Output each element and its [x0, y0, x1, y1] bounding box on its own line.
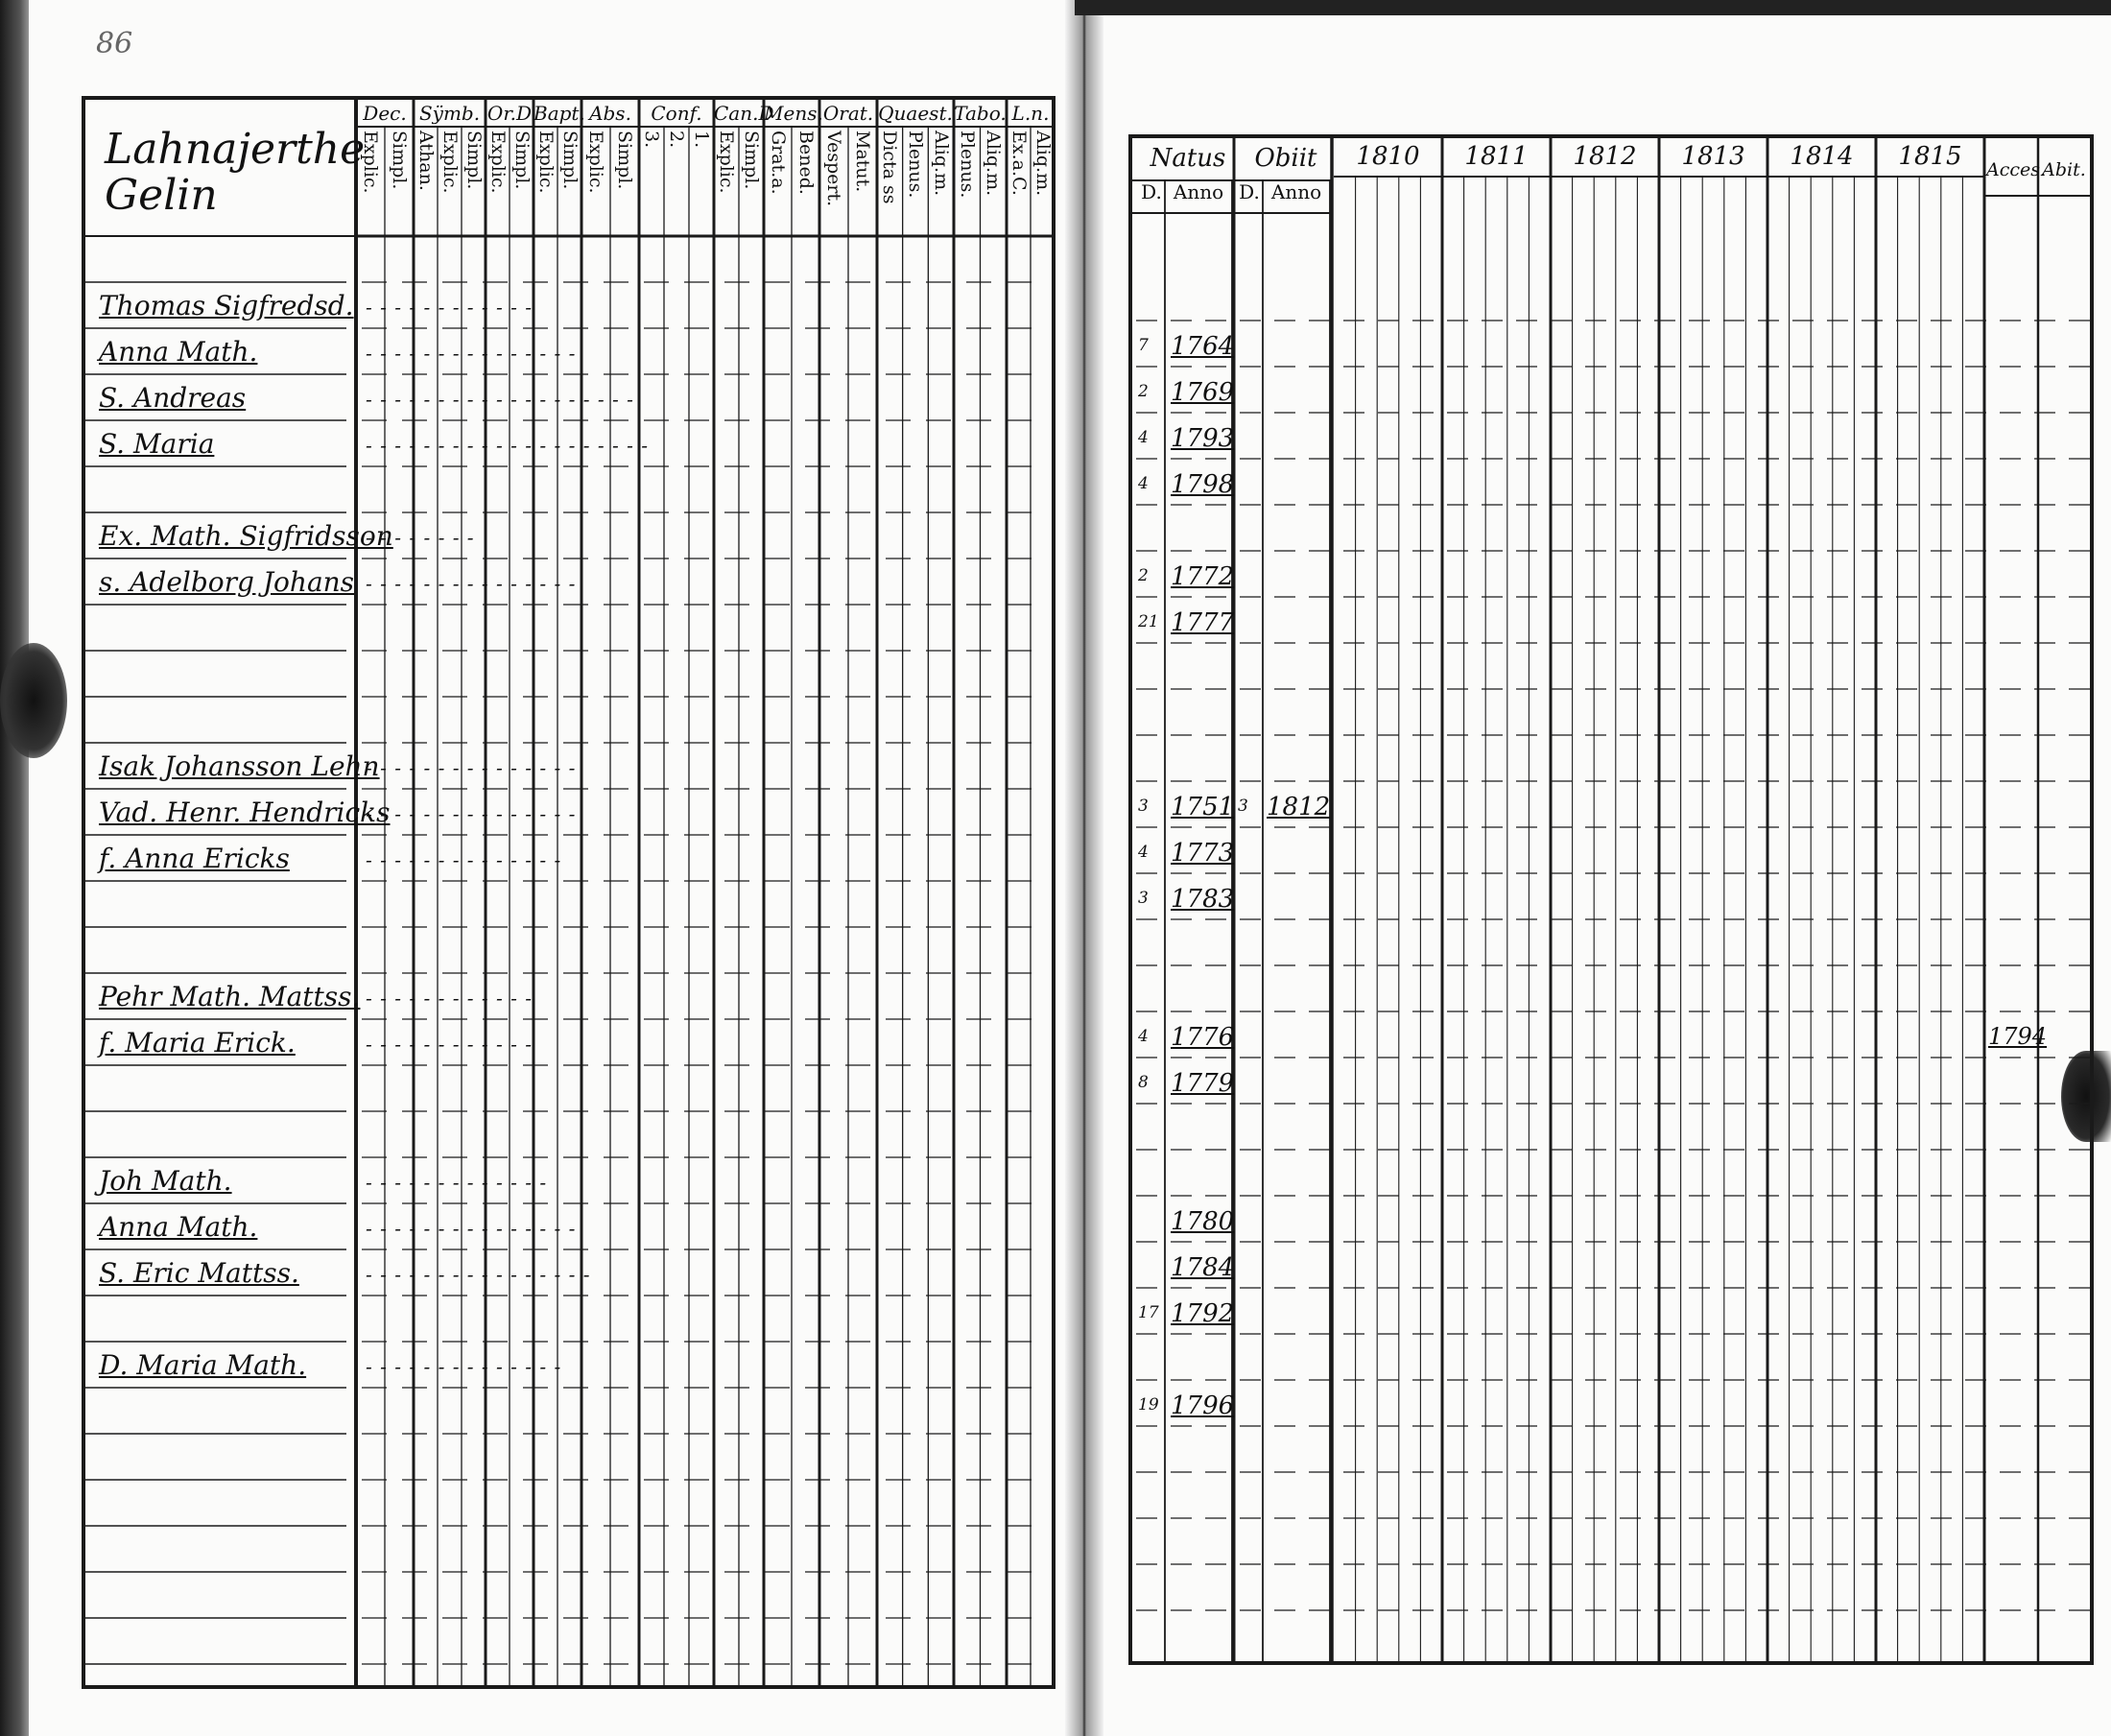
person-name: f. Maria Erick. [99, 1027, 296, 1058]
column-subheader: 2. [666, 131, 687, 149]
person-name: Joh Math. [99, 1165, 232, 1197]
birth-year: 1780 [1171, 1207, 1235, 1236]
column-group-header: Bapt. [534, 102, 585, 125]
person-name: Ex. Math. Sigfridsson [99, 520, 393, 552]
column-group-header: Quaest. [878, 102, 953, 125]
column-subheader: Simpl. [741, 131, 762, 190]
column-group-header: Mens. [764, 102, 823, 125]
attainment-marks: - - - - - - - - - - - - - - [366, 1355, 562, 1378]
birth-year: 1796 [1171, 1391, 1235, 1420]
column-subheader: Bened. [795, 131, 817, 195]
attainment-marks: - - - - - - - - - - - - - - - - [366, 1263, 591, 1286]
obiit-year-header: Anno [1270, 180, 1322, 203]
person-name: s. Adelborg Johans [99, 566, 355, 598]
birth-year: 1751 [1171, 793, 1235, 821]
catechism-table [82, 96, 1056, 1689]
birth-day: 3 [1138, 797, 1149, 816]
year-header: 1815 [1898, 142, 1962, 171]
birth-day: 3 [1138, 889, 1149, 908]
person-name: Pehr Math. Mattss. [99, 981, 361, 1012]
birth-day: 4 [1138, 843, 1149, 862]
birth-day: 21 [1138, 612, 1159, 631]
person-name: S. Maria [99, 428, 215, 460]
column-subheader: 1. [691, 131, 712, 149]
year-header: 1810 [1356, 142, 1420, 171]
column-subheader: Explic. [716, 131, 737, 194]
person-name: f. Anna Ericks [99, 843, 290, 874]
column-group-header: Sÿmb. [418, 102, 481, 125]
column-subheader: Dicta ss [879, 131, 901, 204]
column-subheader: Matut. [852, 131, 873, 193]
birth-year: 1792 [1171, 1299, 1235, 1328]
year-header: 1814 [1790, 142, 1854, 171]
column-group-header: Can.D [714, 102, 774, 125]
person-name: D. Maria Math. [99, 1349, 307, 1381]
year-header: 1812 [1573, 142, 1637, 171]
birth-year: 1776 [1171, 1023, 1235, 1052]
accessit-year: 1794 [1988, 1023, 2048, 1050]
column-subheader: Ex.a.C. [1008, 131, 1030, 196]
column-subheader: Explic. [360, 131, 381, 194]
column-subheader: Aliq.m. [1032, 131, 1054, 197]
attainment-marks: - - - - - - - - - - - - - - - [366, 572, 577, 595]
column-subheader: Athan. [415, 131, 437, 191]
birth-year: 1779 [1171, 1069, 1235, 1098]
birth-day: 17 [1138, 1303, 1159, 1322]
obiit-day-header: D. [1239, 180, 1260, 203]
death-day: 3 [1238, 797, 1248, 816]
natus-year-header: Anno [1173, 180, 1224, 203]
natus-header: Natus [1150, 144, 1226, 173]
column-group-header: Dec. [363, 102, 407, 125]
year-header: 1813 [1681, 142, 1745, 171]
column-subheader: Explic. [486, 131, 509, 194]
column-group-header: Conf. [651, 102, 702, 125]
person-name: S. Andreas [99, 382, 247, 414]
column-subheader: Explic. [534, 131, 557, 194]
birth-year: 1784 [1171, 1253, 1235, 1282]
column-group-header: Tabo. [954, 102, 1007, 125]
birth-day: 2 [1138, 382, 1149, 401]
vital-records-table [1128, 134, 2094, 1665]
birth-year: 1793 [1171, 424, 1235, 453]
attainment-marks: - - - - - - - - - - - - [366, 1033, 534, 1056]
column-subheader: Simpl. [389, 131, 410, 190]
attainment-marks: - - - - - - - - - - - - [366, 987, 534, 1010]
column-subheader: Simpl. [463, 131, 485, 190]
attainment-marks: - - - - - - - - - - - - - - - [366, 756, 577, 779]
column-subheader: Simpl. [558, 131, 581, 190]
birth-day: 4 [1138, 428, 1149, 447]
person-name: Anna Math. [99, 336, 258, 368]
column-subheader: Plenus. [905, 131, 926, 199]
column-group-header: Abs. [589, 102, 631, 125]
birth-year: 1773 [1171, 839, 1235, 868]
birth-year: 1764 [1171, 332, 1235, 361]
column-subheader: Simpl. [614, 131, 635, 190]
year-header: 1811 [1464, 142, 1529, 171]
birth-day: 19 [1138, 1395, 1159, 1415]
column-group-header: L.n. [1011, 102, 1050, 125]
attainment-marks: - - - - - - - - - - - - - - - [366, 802, 577, 825]
attainment-marks: - - - - - - - - - - - - - - - [366, 1217, 577, 1240]
column-subheader: Explic. [585, 131, 606, 194]
column-subheader: Simpl. [510, 131, 533, 190]
column-subheader: Aliq.m. [983, 131, 1005, 197]
person-name: Thomas Sigfredsd. [99, 290, 354, 321]
book-gutter [1065, 0, 1103, 1736]
accessit-header: Acces. [1986, 159, 2047, 180]
column-subheader: Aliq.m. [930, 131, 952, 197]
natus-day-header: D. [1141, 180, 1162, 203]
attainment-marks: - - - - - - - - - - - - - - [366, 848, 562, 871]
birth-year: 1783 [1171, 885, 1235, 914]
obiit-header: Obiit [1254, 144, 1317, 173]
column-subheader: Vespert. [823, 131, 844, 207]
household-heading: Lahnajerthe Gelin [105, 125, 366, 221]
death-year: 1812 [1267, 793, 1331, 821]
birth-day: 4 [1138, 474, 1149, 493]
right-grid [1132, 138, 2090, 1661]
birth-day: 4 [1138, 1027, 1149, 1046]
person-name: S. Eric Mattss. [99, 1257, 299, 1289]
attainment-marks: - - - - - - - - - - - - - [366, 1171, 548, 1194]
person-name: Anna Math. [99, 1211, 258, 1243]
birth-day: 8 [1138, 1073, 1149, 1092]
birth-day: 7 [1138, 336, 1149, 355]
binding-hole-left [0, 643, 67, 758]
column-subheader: Grat.a. [767, 131, 789, 195]
person-name: Isak Johansson Lehn [99, 750, 380, 782]
attainment-marks: - - - - - - - - - - - - - - - - - - - - [366, 434, 649, 457]
attainment-marks: - - - - - - - - - - - - [366, 296, 534, 319]
birth-year: 1772 [1171, 562, 1235, 591]
person-name: Vad. Henr. Hendricks [99, 797, 391, 828]
column-subheader: Plenus. [956, 131, 978, 199]
column-group-header: Orat. [822, 102, 874, 125]
column-subheader: 3. [641, 131, 662, 149]
abiit-header: Abit. [2042, 159, 2086, 180]
attainment-marks: - - - - - - - - [366, 526, 475, 549]
page-top-shadow [1075, 0, 2111, 15]
attainment-marks: - - - - - - - - - - - - - - - - - - - [366, 388, 634, 411]
column-group-header: Or.D [486, 102, 533, 125]
birth-day: 2 [1138, 566, 1149, 585]
birth-year: 1777 [1171, 608, 1235, 637]
column-subheader: Explic. [439, 131, 461, 194]
birth-year: 1769 [1171, 378, 1235, 407]
birth-year: 1798 [1171, 470, 1235, 499]
page-number: 86 [96, 27, 133, 60]
attainment-marks: - - - - - - - - - - - - - - - [366, 342, 577, 365]
